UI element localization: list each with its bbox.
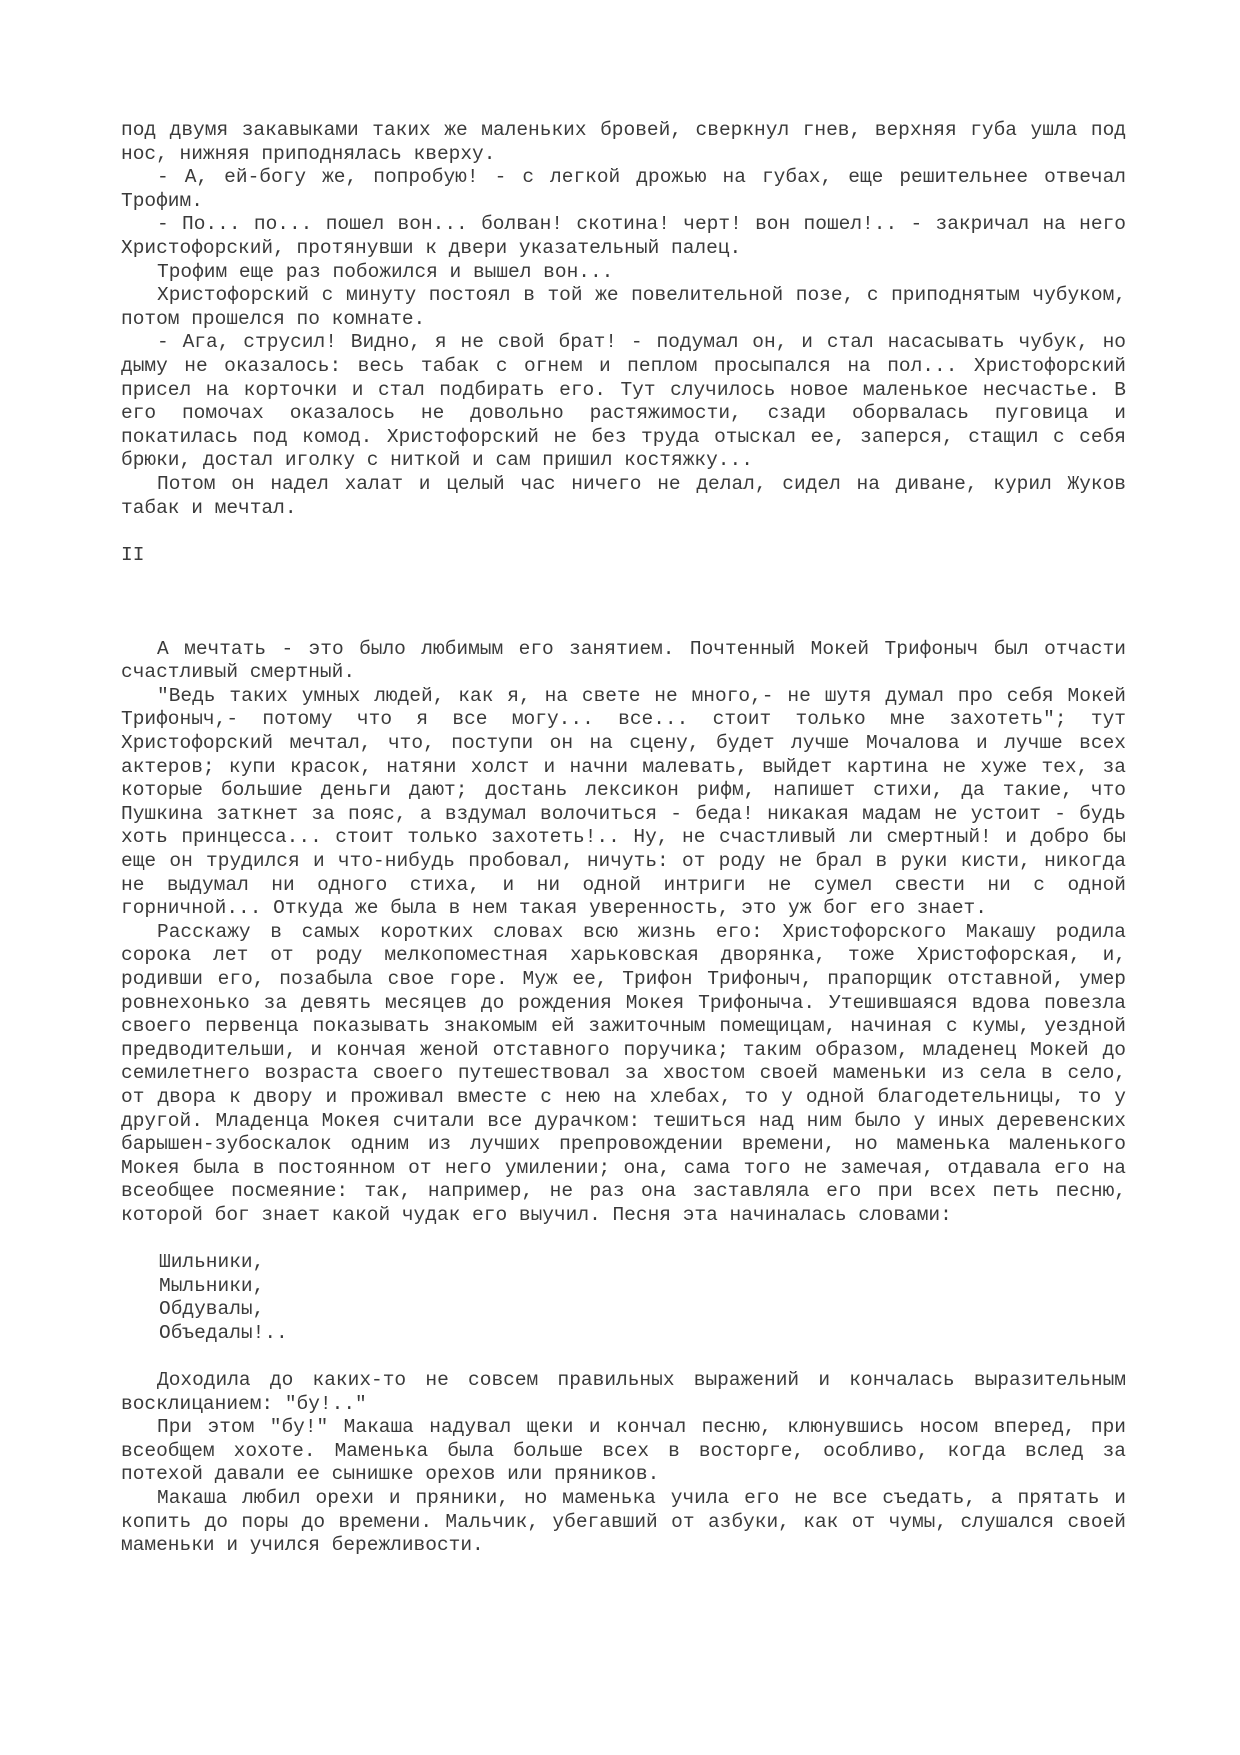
verse-line: Обдувалы, [159, 1298, 265, 1321]
paragraph: Трофим еще раз побожился и вышел вон... [157, 260, 614, 283]
document-body [121, 119, 1126, 1558]
paragraph: Потом он надел халат и целый час ничего не делал, сидел на диване, курил Жуков табак и мечтал. [121, 472, 1126, 519]
verse-line: Шильники, [159, 1251, 265, 1274]
paragraph: - Ага, струсил! Видно, я не свой брат! - подумал он, и стал насасывать чубук, но дыму не оказалось: весь табак с огнем и пеплом просыпался на пол... Христофорский присел на корточки и стал подбирать его. Тут случилось новое маленькое несчастье. В его помочах оказалось не довольно растяжимости, сзади оборвалась пуговица и покатилась под комод. Христофорский не без труда отыскал ее, заперся, стащил с себя брюки, достал иголку с ниткой и сам пришил костяжку... [121, 331, 1126, 472]
paragraph: Расскажу в самых коротких словах всю жизнь его: Христофорского Макашу родила сорока лет от роду мелкопоместная харьковская дворянка, тоже Христофорская, и, родивши его, позабыла свое горе. Муж ее, Трифон Трифоныч, прапорщик отставной, умер ровнехонько за девять месяцев до рождения Мокея Трифоныча. Утешившаяся вдова повезла своего первенца показывать знакомым ей зажиточным помещицам, начиная с кумы, уездной предводительши, и кончая женой отставного поручика; таким образом, младенец Мокей до семилетнего возраста своего путешествовал за хвостом своей маменьки из села в село, от двора к двору и проживал вместе с нею на хлебах, то у одной благодетельницы, то у другой. Младенца Мокея считали все дурачком: тешиться над ним было у иных деревенских барышен-зубоскалок одним из лучших препровождении времени, но маменька маленького Мокея была в постоянном от него умилении; она, сама того не замечая, отдавала его на всеобщее посмеяние: так, например, не раз она заставляла его при всех петь песню, которой бог знает какой чудак его выучил. Песня эта начиналась словами: [121, 920, 1126, 1226]
paragraph: А мечтать - это было любимым его занятием. Почтенный Мокей Трифоныч был отчасти счастливый смертный. [121, 637, 1126, 684]
paragraph: "Ведь таких умных людей, как я, на свете не много,- не шутя думал про себя Мокей Трифоныч,- потому что я все могу... все... стоит только мне захотеть"; тут Христофорский мечтал, что, поступи он на сцену, будет лучше Мочалова и лучше всех актеров; купи красок, натяни холст и начни малевать, выйдет картина не хуже тех, за которые большие деньги дают; достань лексикон рифм, напишет стихи, да такие, что Пушкина заткнет за пояс, а вздумал волочиться - беда! никакая мадам не устоит - будь хоть принцесса... стоит только захотеть!.. Ну, не счастливый ли смертный! и добро бы еще он трудился и что-нибудь пробовал, ничуть: от роду не брал в руки кисти, никогда не выдумал ни одного стиха, и ни одной интриги не сумел свести ни с одной горничной... Откуда же была в нем такая уверенность, это уж бог его знает. [121, 684, 1126, 920]
paragraph: под двумя закавыками таких же маленьких бровей, сверкнул гнев, верхняя губа ушла под нос, нижняя приподнялась кверху. [121, 119, 1126, 165]
paragraph: - По... по... пошел вон... болван! скотина! черт! вон пошел!.. - закричал на него Христофорский, протянувши к двери указательный палец. [121, 213, 1126, 259]
verse-line: Мыльники, [159, 1274, 265, 1297]
paragraph: Доходила до каких-то не совсем правильных выражений и кончалась выразительным восклицанием: "бу!.." [121, 1369, 1126, 1415]
verse-line: Объедалы!.. [159, 1321, 288, 1344]
paragraph: Христофорский с минуту постоял в той же повелительной позе, с приподнятым чубуком, потом прошелся по комнате. [121, 284, 1126, 330]
paragraph: Макаша любил орехи и пряники, но маменька учила его не все съедать, а прятать и копить до поры до времени. Мальчик, убегавший от азбуки, как от чумы, слушался своей маменьки и учился бережливости. [121, 1487, 1126, 1557]
chapter-heading: II [121, 543, 145, 566]
paragraph: При этом "бу!" Макаша надувал щеки и кончал песню, клюнувшись носом вперед, при всеобщем хохоте. Маменька была больше всех в восторге, особливо, когда вслед за потехой давали ее сынишке орехов или пряников. [121, 1416, 1126, 1486]
song-verse [159, 1251, 1126, 1345]
paragraph: - А, ей-богу же, попробую! - с легкой дрожью на губах, еще решительнее отвечал Трофим. [121, 166, 1126, 212]
